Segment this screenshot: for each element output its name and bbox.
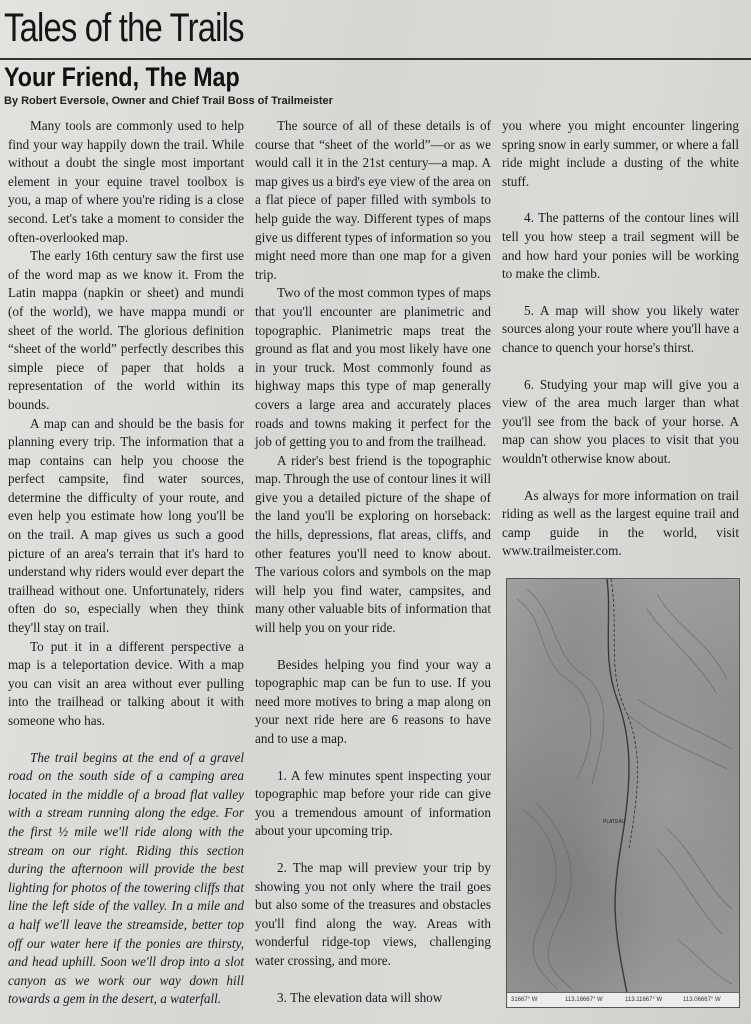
paragraph: The source of all of these details is of course that “sheet of the world”—or as we would call it in the 21st century—a map. A map gives us a bird's eye view of the area on a flat piece of paper filled with symbols to help guide the way. Different types of maps give us different types of information so you might need more than one map for a given trip.	[255, 118, 492, 282]
closing-paragraph: As always for more information on trail riding as well as the largest equine trail and camp guide in the world, visit www.trailmeister.com.	[502, 487, 739, 559]
paragraph: Besides helping you find your way a topographic map can be fun to use. If you need more motives to bring a map along on your next ride here are 6 reasons to have and to use a map.	[255, 656, 491, 746]
list-item-6: 6. Studying your map will give you a view of the area much larger than what you'll see from the back of your horse. A map can show you places to visit that you wouldn't otherwise know about.	[502, 376, 739, 466]
article-byline: By Robert Eversole, Owner and Chief Trail Boss of Trailmeister	[4, 95, 333, 107]
paragraph: The early 16th century saw the first use of the word map as we know it. From the Latin mappa (napkin or sheet) and mundi (of the world), we have mappa mundi or sheet of the world. The glorious definition “sheet of the world” perfectly describes this simple piece of paper that holds a representation of the world within its bounds.	[8, 248, 244, 412]
paragraph: Many tools are commonly used to help find your way happily down the trail. While without a doubt the single most important element in your equine travel toolbox is you, a map of where you're riding is a close second. Let's take a moment to consider the often-overlooked map.	[8, 118, 244, 245]
paragraph: you where you might encounter lingering spring snow in early summer, or where a fall ride might include a dusting of the white stuff.	[502, 118, 739, 189]
list-item-3: 3. The elevation data will show	[277, 989, 443, 1005]
title-divider	[0, 58, 751, 60]
coord-label: 113.16667° W	[565, 997, 603, 1003]
paragraph: A map can and should be the basis for planning every trip. The information that a map contains can help you choose the perfect campsite, find water sources, determine the difficulty of your route, and even help you estimate how long you'll be on the trail. A map gives us such a good picture of an area's terrain that it's hard to understand why riders would ever depart the trailhead without one. Unfortunately, riders often do so, especially when they think they'll stay on trail.	[8, 415, 244, 636]
paragraph: A rider's best friend is the topographic map. Through the use of contour lines it will give you a detailed picture of the shape of the land you'll be exploring on horseback: the hills, depressions, flat areas, cliffs, and other features you'll need to know about. The various colors and symbols on the map will help you find water, campsites, and many other valuable bits of information that will help you on your ride.	[255, 452, 491, 636]
coord-label: 31667° W	[511, 997, 538, 1003]
list-item-1: 1. A few minutes spent inspecting your topographic map before your ride can give you a tremendous amount of information about your upcoming trip.	[255, 767, 491, 839]
paragraph: Two of the most common types of maps that you'll encounter are planimetric and topographic. Planimetric maps treat the ground as flat and you most likely have one in your truck. Most commonly found as highway maps this type of map generally covers a large area and accurately places roads and towns making it perfect for the job of getting you to and from the trailhead.	[255, 285, 491, 450]
italic-trail-description: The trail begins at the end of a gravel road on the south side of a camping area located in the middle of a broad flat valley with a stream running along the edge. For the first ½ mile we'll ride along with the stream on our right. Riding this section during the afternoon will provide the best lighting for photos of the towering cliffs that line the left side of the valley. In a mile and a half we'll leave the streamside, better top off our water here if the ponies are thirsty, and head uphill. Soon we'll drop into a slot canyon as we work our way down hill towards a gem in the desert, a waterfall.	[8, 749, 244, 1007]
map-coordinate-bar	[507, 992, 739, 1007]
coord-label: 113.11667° W	[625, 997, 663, 1003]
article-column-3	[502, 117, 739, 561]
topographic-map-image	[506, 578, 740, 1008]
list-item-2: 2. The map will preview your trip by showing you not only where the trail goes but also some of the treasures and obstacles you'll find along the way. Areas with wonderful ridge-top views, challenging water crossing, and more.	[255, 859, 491, 968]
article-column-1	[8, 117, 244, 1009]
list-item-4: 4. The patterns of the contour lines will tell you how steep a trail segment will be and how hard your ponies will be working to make the climb.	[502, 210, 739, 282]
article-headline: Your Friend, The Map	[4, 62, 240, 92]
article-column-2	[255, 117, 491, 1007]
contour-lines	[507, 579, 739, 993]
map-place-label: PLATEAU	[603, 819, 626, 825]
paragraph: To put it in a different perspective a map is a teleportation device. With a map you can visit an area without ever pulling into the trailhead or talking about it with someone who has.	[8, 638, 244, 728]
section-title: Tales of the Trails	[4, 6, 244, 50]
coord-label: 113.06667° W	[683, 997, 721, 1003]
list-item-5: 5. A map will show you likely water sources along your route where you'll have a chance to quench your horse's thirst.	[502, 302, 739, 355]
